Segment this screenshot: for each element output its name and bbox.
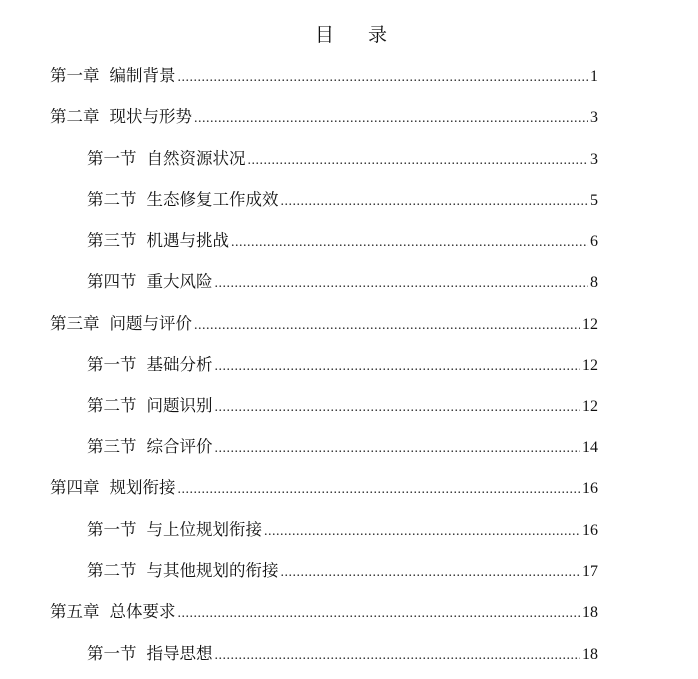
toc-entry-text: 问题识别 [146,396,213,415]
toc-entry-text: 指导思想 [146,644,213,663]
toc-entry-label [87,270,213,294]
dot-leader [215,437,581,461]
toc-entry[interactable] [50,476,598,500]
toc-entry-page: 3 [590,151,598,168]
toc-entry-page: 12 [582,316,598,333]
toc-entry-text: 机遇与挑战 [146,231,229,250]
toc-entry[interactable] [87,147,598,171]
dot-leader [215,272,589,296]
toc-entry[interactable] [50,64,598,88]
toc-entry-number: 第五章 [50,602,100,621]
toc-entry-page: 16 [582,522,598,539]
toc-entry-number: 第四节 [87,272,137,291]
toc-entry[interactable] [87,642,598,666]
toc-entry[interactable] [87,559,598,583]
toc-entry-page: 18 [582,646,598,663]
toc-entry-label [87,559,279,583]
toc-entry-text: 重大风险 [146,272,213,291]
toc-entry-number: 第一节 [87,520,137,539]
toc-entry[interactable] [50,312,598,336]
toc-entry-page: 3 [590,109,598,126]
toc-entry-text: 编制背景 [109,66,176,85]
toc-entry-number: 第二节 [87,190,137,209]
toc-entry[interactable] [87,229,598,253]
toc-entry-text: 现状与形势 [109,107,192,126]
toc-entry[interactable] [87,353,598,377]
dot-leader [215,396,581,420]
toc-title: 目 录 [314,24,402,46]
toc-entry-page: 16 [582,480,598,497]
toc-entry-label [50,600,176,624]
dot-leader [194,314,580,338]
toc-entry-page: 18 [582,604,598,621]
toc-entry-label [87,229,229,253]
toc-entry-text: 与其他规划的衔接 [146,561,279,580]
toc-entry-number: 第三节 [87,231,137,250]
dot-leader [215,644,581,668]
toc-entry-number: 第二章 [50,107,100,126]
toc-entry[interactable] [87,394,598,418]
toc-entry-text: 总体要求 [109,602,176,621]
toc-entry-page: 8 [590,274,598,291]
dot-leader [194,107,588,131]
toc-entry-label [87,353,213,377]
toc-entry-label [87,642,213,666]
toc-entry[interactable] [87,270,598,294]
toc-entry-number: 第一节 [87,355,137,374]
toc-entry-text: 综合评价 [146,437,213,456]
toc-entry-number: 第一节 [87,644,137,663]
toc-entry-page: 17 [582,563,598,580]
toc-entry-label [50,64,176,88]
toc-entry[interactable] [87,435,598,459]
toc-entry-text: 问题与评价 [109,314,192,333]
toc-entry-text: 基础分析 [146,355,213,374]
toc-entry-number: 第二节 [87,561,137,580]
toc-entry-number: 第一章 [50,66,100,85]
toc-entry-number: 第二节 [87,396,137,415]
toc-entry-number: 第一节 [87,149,137,168]
toc-entry-page: 14 [582,439,598,456]
dot-leader [281,561,581,585]
dot-leader [231,231,588,255]
toc-entry-label [50,476,176,500]
toc-entry-number: 第三节 [87,437,137,456]
toc-entry-text: 自然资源状况 [146,149,246,168]
toc-entry-page: 12 [582,398,598,415]
toc-entry-label [87,147,246,171]
toc-entry[interactable] [50,600,598,624]
toc-entry-label [87,435,213,459]
toc-entry-number: 第三章 [50,314,100,333]
toc-entry-number: 第四章 [50,478,100,497]
toc-entry-label [50,312,192,336]
toc-entry-text: 生态修复工作成效 [146,190,279,209]
toc-entry-page: 6 [590,233,598,250]
dot-leader [281,190,589,214]
toc-entry-label [50,105,192,129]
dot-leader [215,355,581,379]
toc-entry-label [87,394,213,418]
toc-entry-page: 12 [582,357,598,374]
dot-leader [248,149,589,173]
toc-entry-text: 与上位规划衔接 [146,520,262,539]
toc-entry-text: 规划衔接 [109,478,176,497]
toc-entry-label [87,188,279,212]
dot-leader [178,66,589,90]
toc-entry-page: 5 [590,192,598,209]
toc-entry[interactable] [50,105,598,129]
dot-leader [178,478,581,502]
toc-entry-label [87,518,262,542]
toc-entry[interactable] [87,518,598,542]
toc-entry-page: 1 [590,68,598,85]
toc-entry[interactable] [87,188,598,212]
dot-leader [264,520,580,544]
dot-leader [178,602,581,626]
